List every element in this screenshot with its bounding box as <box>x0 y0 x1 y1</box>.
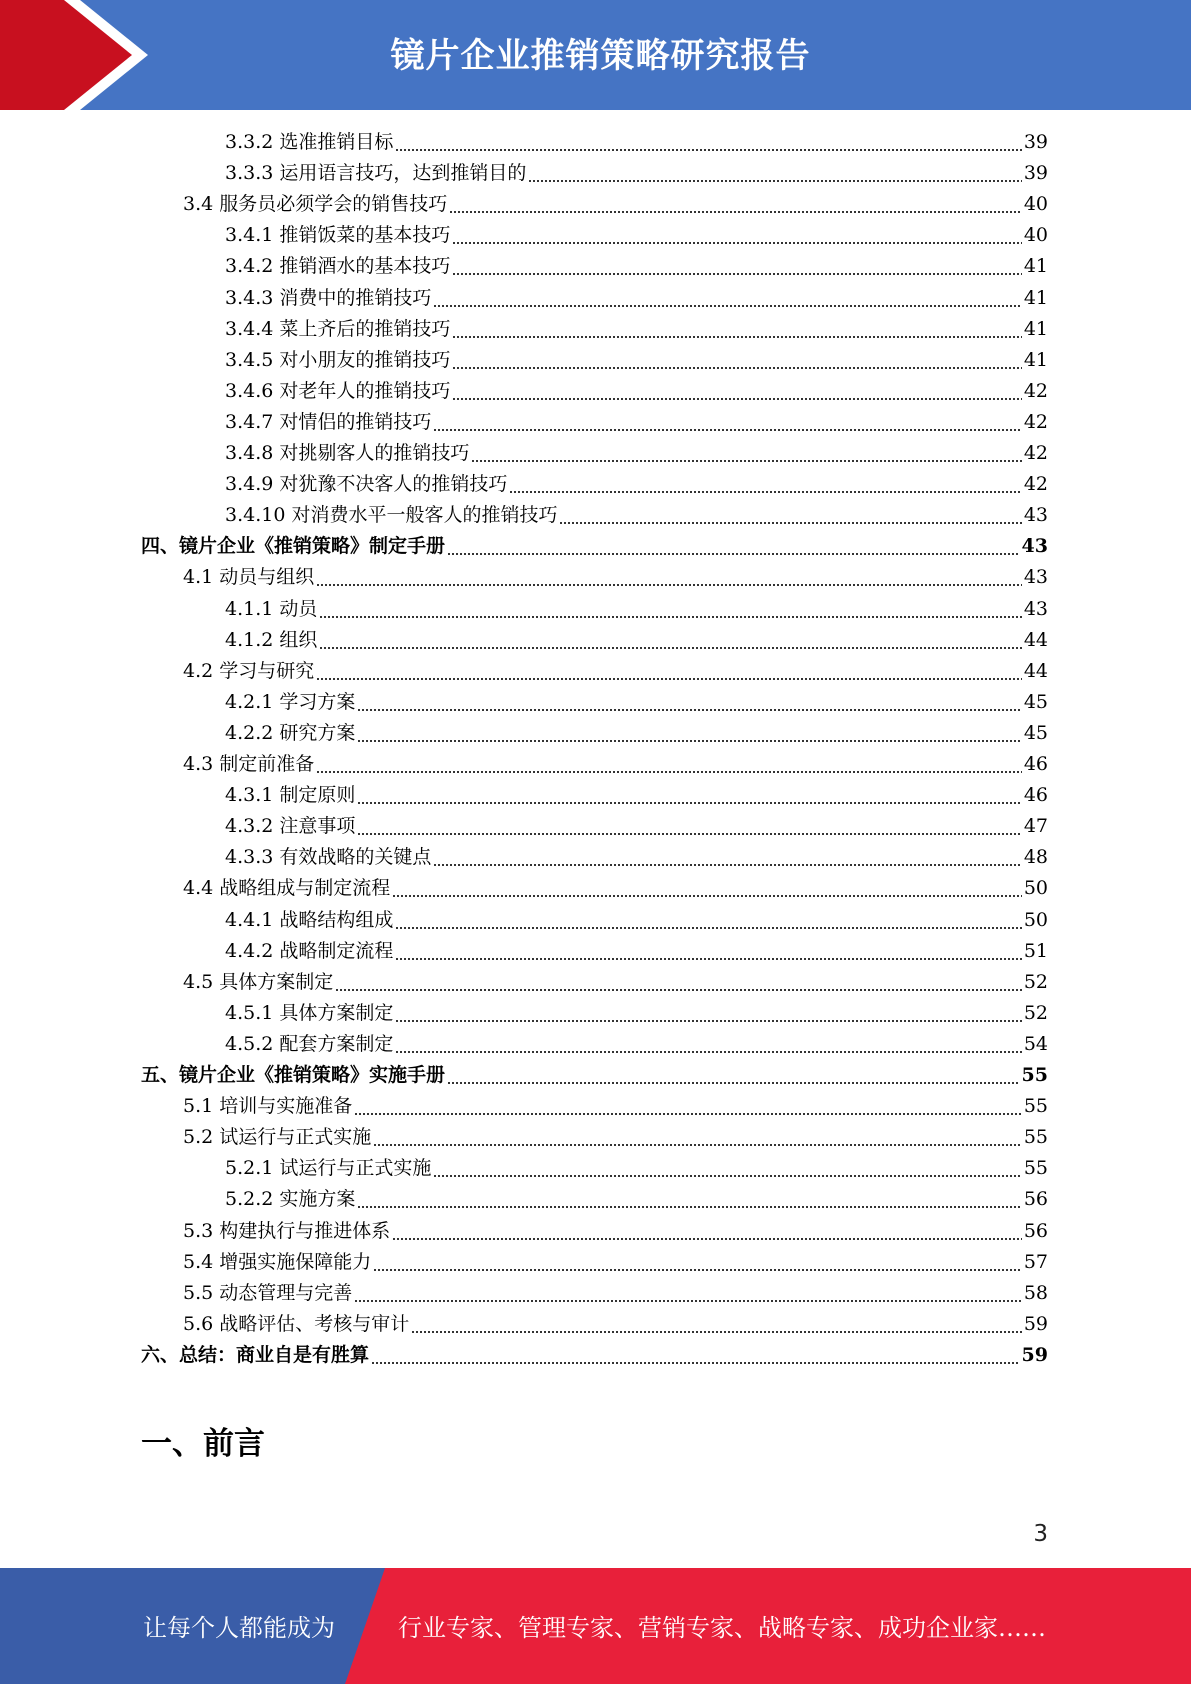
toc-entry[interactable] <box>225 407 1048 438</box>
toc-entry-page: 45 <box>1023 690 1048 713</box>
toc-entry-label: 4.5.2 配套方案制定 <box>225 1032 394 1055</box>
toc-dot-leader <box>357 1184 1021 1215</box>
toc-entry[interactable] <box>183 873 1048 904</box>
toc-entry-page: 44 <box>1023 659 1048 682</box>
toc-dot-leader <box>449 189 1022 220</box>
toc-entry[interactable] <box>225 314 1048 345</box>
toc-entry-page: 56 <box>1023 1188 1048 1211</box>
toc-entry-page: 55 <box>1021 1064 1048 1086</box>
toc-dot-leader <box>509 469 1021 500</box>
toc-entry[interactable] <box>141 1060 1048 1091</box>
toc-entry[interactable] <box>183 1091 1048 1122</box>
toc-entry[interactable] <box>225 1184 1048 1215</box>
toc-entry-label: 4.2.2 研究方案 <box>225 721 356 744</box>
toc-entry-label: 3.4.6 对老年人的推销技巧 <box>225 379 451 402</box>
toc-entry-label: 3.4.1 推销饭菜的基本技巧 <box>225 224 451 247</box>
toc-entry-label: 3.4 服务员必须学会的销售技巧 <box>183 193 448 216</box>
toc-entry-label: 4.3 制定前准备 <box>183 753 315 775</box>
toc-entry-label: 四、镜片企业《推销策略》制定手册 <box>141 535 446 558</box>
toc-entry-label: 3.4.7 对情侣的推销技巧 <box>225 410 432 433</box>
toc-entry[interactable] <box>183 749 1048 780</box>
toc-entry-page: 41 <box>1023 317 1048 340</box>
toc-entry-page: 58 <box>1023 1281 1048 1304</box>
toc-dot-leader <box>395 998 1021 1029</box>
toc-entry[interactable] <box>225 1029 1048 1060</box>
toc-dot-leader <box>357 811 1021 842</box>
toc-entry-label: 3.3.3 运用语言技巧，达到推销目的 <box>225 162 527 185</box>
toc-entry-page: 55 <box>1023 1095 1048 1118</box>
toc-dot-leader <box>357 718 1021 749</box>
toc-entry-label: 5.2.2 实施方案 <box>225 1188 356 1211</box>
toc-dot-leader <box>395 905 1021 936</box>
toc-entry[interactable] <box>225 936 1048 967</box>
report-title: 镜片企业推销策略研究报告 <box>390 36 811 76</box>
toc-entry[interactable] <box>225 469 1048 500</box>
toc-dot-leader <box>354 1278 1022 1309</box>
toc-entry-page: 46 <box>1023 753 1048 775</box>
toc-entry-page: 55 <box>1023 1126 1048 1149</box>
toc-entry-label: 3.3.2 选准推销目标 <box>225 131 394 153</box>
toc-entry-page: 42 <box>1023 473 1048 496</box>
toc-entry[interactable] <box>225 251 1048 282</box>
toc-entry-label: 5.6 战略评估、考核与审计 <box>183 1312 410 1335</box>
page-header <box>0 0 1191 110</box>
toc-entry-page: 43 <box>1021 535 1048 558</box>
toc-entry-page: 45 <box>1023 721 1048 744</box>
toc-entry[interactable] <box>183 1278 1048 1309</box>
toc-dot-leader <box>395 1029 1021 1060</box>
toc-dot-leader <box>316 656 1022 687</box>
toc-entry-label: 4.5 具体方案制定 <box>183 970 334 993</box>
toc-entry[interactable] <box>183 656 1048 687</box>
toc-dot-leader <box>357 780 1021 811</box>
toc-entry[interactable] <box>183 1122 1048 1153</box>
toc-entry-page: 54 <box>1023 1032 1048 1055</box>
toc-entry-label: 4.1.2 组织 <box>225 628 318 651</box>
toc-entry-page: 59 <box>1021 1343 1048 1366</box>
toc-dot-leader <box>471 438 1021 469</box>
toc-entry[interactable] <box>225 158 1048 189</box>
toc-entry-label: 3.4.3 消费中的推销技巧 <box>225 286 432 309</box>
toc-entry[interactable] <box>183 967 1048 998</box>
toc-entry-page: 56 <box>1023 1219 1048 1242</box>
toc-entry-label: 3.4.10 对消费水平一般客人的推销技巧 <box>225 504 558 527</box>
toc-entry[interactable] <box>225 500 1048 531</box>
toc-entry[interactable] <box>225 1153 1048 1184</box>
toc-dot-leader <box>452 314 1021 345</box>
toc-entry-page: 48 <box>1023 846 1048 869</box>
toc-entry-label: 4.5.1 具体方案制定 <box>225 1001 394 1024</box>
toc-dot-leader <box>528 158 1021 189</box>
toc-entry[interactable] <box>225 376 1048 407</box>
toc-entry-label: 5.2 试运行与正式实施 <box>183 1126 372 1149</box>
page-footer <box>0 1568 1191 1684</box>
toc-entry-label: 3.4.4 菜上齐后的推销技巧 <box>225 317 451 340</box>
toc-dot-leader <box>395 936 1021 967</box>
toc-dot-leader <box>433 283 1021 314</box>
toc-entry-label: 5.4 增强实施保障能力 <box>183 1250 372 1273</box>
toc-entry[interactable] <box>225 345 1048 376</box>
toc-entry[interactable] <box>183 562 1048 593</box>
toc-entry-page: 41 <box>1023 348 1048 371</box>
toc-entry[interactable] <box>225 998 1048 1029</box>
toc-dot-leader <box>452 376 1021 407</box>
toc-entry-page: 40 <box>1023 193 1048 216</box>
toc-entry[interactable] <box>141 1340 1048 1371</box>
toc-entry-label: 4.2 学习与研究 <box>183 659 315 682</box>
toc-dot-leader <box>316 562 1022 593</box>
toc-entry-label: 4.4.2 战略制定流程 <box>225 939 394 962</box>
toc-dot-leader <box>447 531 1020 562</box>
toc-dot-leader <box>373 1122 1022 1153</box>
toc-dot-leader <box>371 1340 1020 1371</box>
toc-entry-label: 3.4.2 推销酒水的基本技巧 <box>225 255 451 278</box>
toc-entry-page: 40 <box>1023 224 1048 247</box>
toc-dot-leader <box>447 1060 1020 1091</box>
toc-entry-page: 41 <box>1023 255 1048 278</box>
page-number: 3 <box>1033 1521 1048 1547</box>
toc-entry-page: 59 <box>1023 1312 1048 1335</box>
toc-dot-leader <box>392 1216 1022 1247</box>
toc-entry-page: 42 <box>1023 410 1048 433</box>
toc-entry[interactable] <box>225 687 1048 718</box>
toc-entry-page: 52 <box>1023 970 1048 993</box>
toc-entry[interactable] <box>225 594 1048 625</box>
toc-dot-leader <box>357 687 1021 718</box>
toc-entry[interactable] <box>183 189 1048 220</box>
toc-entry-page: 50 <box>1023 908 1048 931</box>
toc-entry[interactable] <box>225 905 1048 936</box>
toc-entry-page: 42 <box>1023 379 1048 402</box>
toc-dot-leader <box>392 873 1022 904</box>
toc-entry-page: 43 <box>1023 597 1048 620</box>
toc-dot-leader <box>395 127 1021 158</box>
toc-entry[interactable] <box>183 1216 1048 1247</box>
toc-dot-leader <box>316 749 1022 780</box>
toc-entry-page: 44 <box>1023 628 1048 651</box>
toc-entry[interactable] <box>225 780 1048 811</box>
toc-entry-label: 六、总结：商业自是有胜算 <box>141 1343 370 1366</box>
toc-entry-label: 5.5 动态管理与完善 <box>183 1281 353 1304</box>
toc-entry-page: 42 <box>1023 442 1048 464</box>
toc-entry-label: 4.3.1 制定原则 <box>225 784 356 807</box>
toc-entry-page: 51 <box>1023 939 1048 962</box>
toc-entry-label: 4.1 动员与组织 <box>183 566 315 589</box>
toc-dot-leader <box>354 1091 1022 1122</box>
toc-entry[interactable] <box>225 438 1048 469</box>
toc-entry-label: 3.4.5 对小朋友的推销技巧 <box>225 348 451 371</box>
toc-entry[interactable] <box>141 531 1048 562</box>
toc-dot-leader <box>411 1309 1022 1340</box>
toc-entry[interactable] <box>225 842 1048 873</box>
toc-entry-page: 50 <box>1023 877 1048 900</box>
toc-dot-leader <box>373 1247 1022 1278</box>
toc-entry[interactable] <box>225 718 1048 749</box>
toc-dot-leader <box>433 842 1021 873</box>
toc-entry-label: 五、镜片企业《推销策略》实施手册 <box>141 1064 446 1086</box>
toc-dot-leader <box>433 407 1021 438</box>
toc-entry-page: 43 <box>1023 566 1048 589</box>
section-heading: 一、前言 <box>141 1426 265 1462</box>
toc-entry-page: 41 <box>1023 286 1048 309</box>
toc-entry-label: 4.4.1 战略结构组成 <box>225 908 394 931</box>
toc-dot-leader <box>559 500 1021 531</box>
toc-dot-leader <box>452 251 1021 282</box>
toc-entry-label: 3.4.8 对挑剔客人的推销技巧 <box>225 442 470 464</box>
toc-entry-page: 43 <box>1023 504 1048 527</box>
toc-entry[interactable] <box>225 220 1048 251</box>
toc-entry-page: 39 <box>1023 162 1048 185</box>
toc-dot-leader <box>452 220 1021 251</box>
toc-entry-label: 4.3.2 注意事项 <box>225 815 356 838</box>
toc-entry[interactable] <box>183 1309 1048 1340</box>
toc-entry-label: 4.3.3 有效战略的关键点 <box>225 846 432 869</box>
toc-entry-page: 47 <box>1023 815 1048 838</box>
toc-dot-leader <box>433 1153 1021 1184</box>
toc-entry[interactable] <box>225 625 1048 656</box>
toc-dot-leader <box>335 967 1022 998</box>
toc-entry-label: 3.4.9 对犹豫不决客人的推销技巧 <box>225 473 508 496</box>
toc-entry-page: 57 <box>1023 1250 1048 1273</box>
toc-entry-label: 4.4 战略组成与制定流程 <box>183 877 391 900</box>
toc-entry-page: 52 <box>1023 1001 1048 1024</box>
toc-dot-leader <box>319 594 1021 625</box>
toc-entry[interactable] <box>225 127 1048 158</box>
toc-entry-page: 46 <box>1023 784 1048 807</box>
toc-entry-page: 39 <box>1023 131 1048 153</box>
toc-entry-label: 5.2.1 试运行与正式实施 <box>225 1157 432 1180</box>
toc-entry-label: 5.3 构建执行与推进体系 <box>183 1219 391 1242</box>
toc-entry[interactable] <box>225 283 1048 314</box>
toc-entry-label: 4.2.1 学习方案 <box>225 690 356 713</box>
toc-entry[interactable] <box>183 1247 1048 1278</box>
toc-entry-label: 4.1.1 动员 <box>225 597 318 620</box>
toc-dot-leader <box>452 345 1021 376</box>
toc-entry-label: 5.1 培训与实施准备 <box>183 1095 353 1118</box>
footer-slogan-left: 让每个人都能成为 <box>143 1614 335 1642</box>
footer-slogan-right: 行业专家、管理专家、营销专家、战略专家、成功企业家…… <box>398 1614 1046 1642</box>
toc-entry[interactable] <box>225 811 1048 842</box>
toc-dot-leader <box>319 625 1021 656</box>
toc-entry-page: 55 <box>1023 1157 1048 1180</box>
